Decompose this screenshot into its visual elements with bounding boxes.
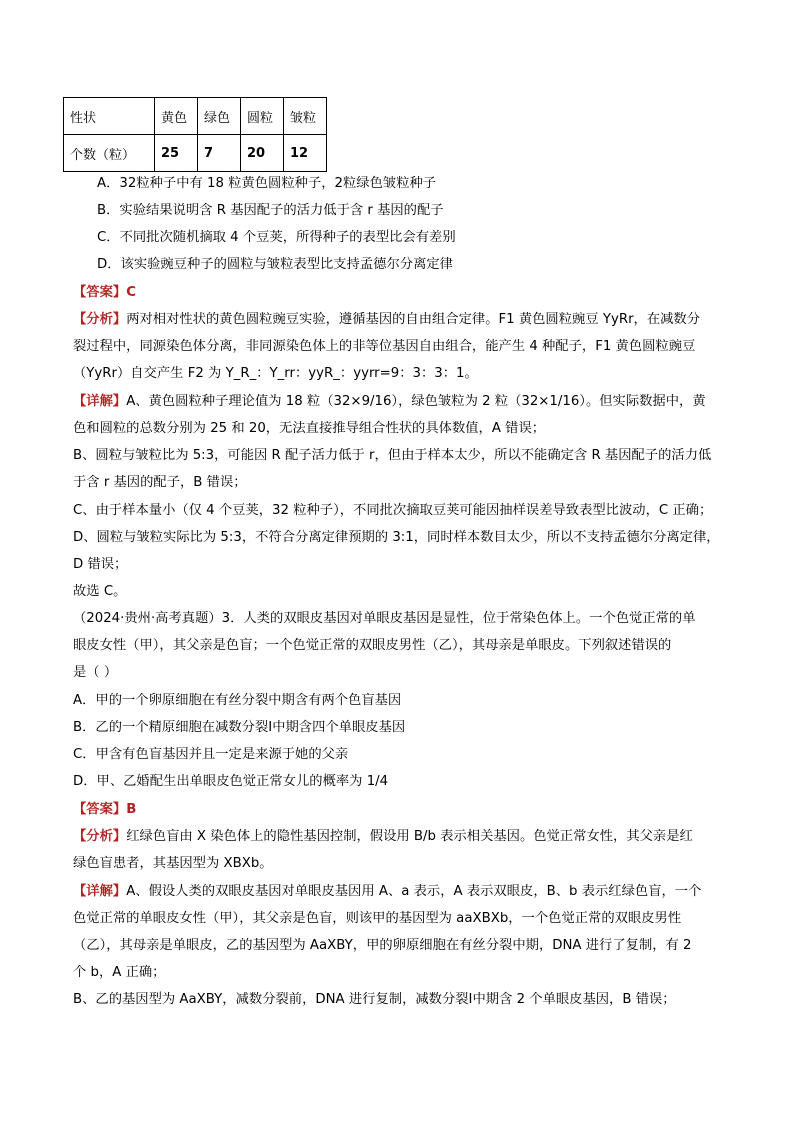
q3-stem-line: 是（ ） <box>73 665 118 680</box>
detail-tag: 【详解】 <box>73 884 127 899</box>
q2-detail-line: D 错误； <box>73 557 128 572</box>
q3-detail-line <box>73 883 701 901</box>
q2-detail-line <box>73 393 706 411</box>
q3-stem-line: 眼皮女性（甲），其父亲是色盲；一个色觉正常的双眼皮男性（乙），其母亲是单眼皮。下列叙述错误的 <box>73 638 672 653</box>
answer-tag: 【答案】 <box>73 802 127 817</box>
table-cell: 25 <box>155 135 198 172</box>
q2-analysis-line: （YyRr）自交产生 F2 为 Y_R_：Y_rr：yyR_：yyrr=9：3：3：1。 <box>73 366 478 381</box>
q2-analysis-line <box>73 311 700 329</box>
q2-detail-line: C、由于样本量小（仅 4 个豆荚，32 粒种子），不同批次摘取豆荚可能因抽样误差导致表型比波动，C 正确； <box>73 503 713 518</box>
analysis-text: 红绿色盲由 X 染色体上的隐性基因控制，假设用 B/b 表示相关基因。色觉正常女性，其父亲是红 <box>126 829 693 844</box>
detail-text: A、假设人类的双眼皮基因对单眼皮基因用 A、a 表示，A 表示双眼皮，B、b 表示红绿色盲，一个 <box>126 884 702 899</box>
q3-option-d: D．甲、乙婚配生出单眼皮色觉正常女儿的概率为 1/4 <box>73 774 389 789</box>
q3-analysis-line <box>73 828 693 846</box>
q2-detail-line: D、圆粒与皱粒实际比为 5:3，不符合分离定律预期的 3:1，同时样本数目太少，所以不支持孟德尔分离定律， <box>73 530 720 545</box>
answer-value: B <box>126 802 137 817</box>
table-header-cell: 性状 <box>64 98 155 135</box>
q3-option-a: A．甲的一个卵原细胞在有丝分裂中期含有两个色盲基因 <box>73 693 402 708</box>
q2-option-a: A．32粒种子中有 18 粒黄色圆粒种子，2粒绿色皱粒种子 <box>97 176 437 191</box>
q3-detail-line: （乙），其母亲是单眼皮，乙的基因型为 AaXBY，甲的卵原细胞在有丝分裂中期，DNA 进行了复制，有 2 <box>73 938 692 953</box>
detail-tag: 【详解】 <box>73 394 127 409</box>
q3-analysis-line: 绿色盲患者，其基因型为 XBXb。 <box>73 856 273 871</box>
q3-option-c: C．甲含有色盲基因并且一定是来源于她的父亲 <box>73 747 349 762</box>
answer-value: C <box>126 285 136 300</box>
table-cell: 个数（粒） <box>64 135 155 172</box>
q3-option-b: B．乙的一个精原细胞在减数分裂Ⅰ中期含四个单眼皮基因 <box>73 720 406 735</box>
analysis-tag: 【分析】 <box>73 829 127 844</box>
table-header-cell: 圆粒 <box>241 98 284 135</box>
analysis-tag: 【分析】 <box>73 312 127 327</box>
q2-analysis-line: 裂过程中，同源染色体分离，非同源染色体上的非等位基因自由组合，能产生 4 种配子，F1 黄色圆粒豌豆 <box>73 339 696 354</box>
q3-detail-line: 个 b，A 正确； <box>73 965 166 980</box>
q2-detail-line: B、圆粒与皱粒比为 5:3，可能因 R 配子活力低于 r，但由于样本太少，所以不能确定含 R 基因配子的活力低 <box>73 448 712 463</box>
table-row <box>64 135 327 172</box>
q2-detail-line: 色和圆粒的总数分别为 25 和 20，无法直接推导组合性状的具体数值，A 错误； <box>73 421 546 436</box>
q2-option-b: B．实验结果说明含 R 基因配子的活力低于含 r 基因的配子 <box>97 203 444 218</box>
q2-conclusion: 故选 C。 <box>73 584 127 599</box>
q3-stem-line: （2024·贵州·高考真题）3．人类的双眼皮基因对单眼皮基因是显性，位于常染色体上。一个色觉正常的单 <box>73 611 696 626</box>
traits-table <box>63 97 327 172</box>
table-header-cell: 绿色 <box>198 98 241 135</box>
answer-tag: 【答案】 <box>73 285 127 300</box>
q2-option-d: D．该实验豌豆种子的圆粒与皱粒表型比支持孟德尔分离定律 <box>97 257 453 272</box>
table-header-cell: 皱粒 <box>284 98 327 135</box>
q3-detail-line: B、乙的基因型为 AaXBY，减数分裂前，DNA 进行复制，减数分裂Ⅰ中期含 2 个单眼皮基因，B 错误； <box>73 992 676 1007</box>
q3-detail-line: 色觉正常的单眼皮女性（甲），其父亲是色盲，则该甲的基因型为 aaXBXb，一个色觉正常的双眼皮男性 <box>73 911 682 926</box>
analysis-text: 两对相对性状的黄色圆粒豌豆实验，遵循基因的自由组合定律。F1 黄色圆粒豌豆 YyRr，在减数分 <box>126 312 701 327</box>
q2-answer <box>73 284 136 302</box>
table-row <box>64 98 327 135</box>
table-cell: 7 <box>198 135 241 172</box>
table-cell: 12 <box>284 135 327 172</box>
table-header-cell: 黄色 <box>155 98 198 135</box>
q2-option-c: C．不同批次随机摘取 4 个豆荚，所得种子的表型比会有差别 <box>97 230 456 245</box>
q3-answer <box>73 801 136 819</box>
table-cell: 20 <box>241 135 284 172</box>
detail-text: A、黄色圆粒种子理论值为 18 粒（32×9/16），绿色皱粒为 2 粒（32×1/16）。但实际数据中，黄 <box>126 394 706 409</box>
q2-detail-line: 于含 r 基因的配子，B 错误； <box>73 475 247 490</box>
